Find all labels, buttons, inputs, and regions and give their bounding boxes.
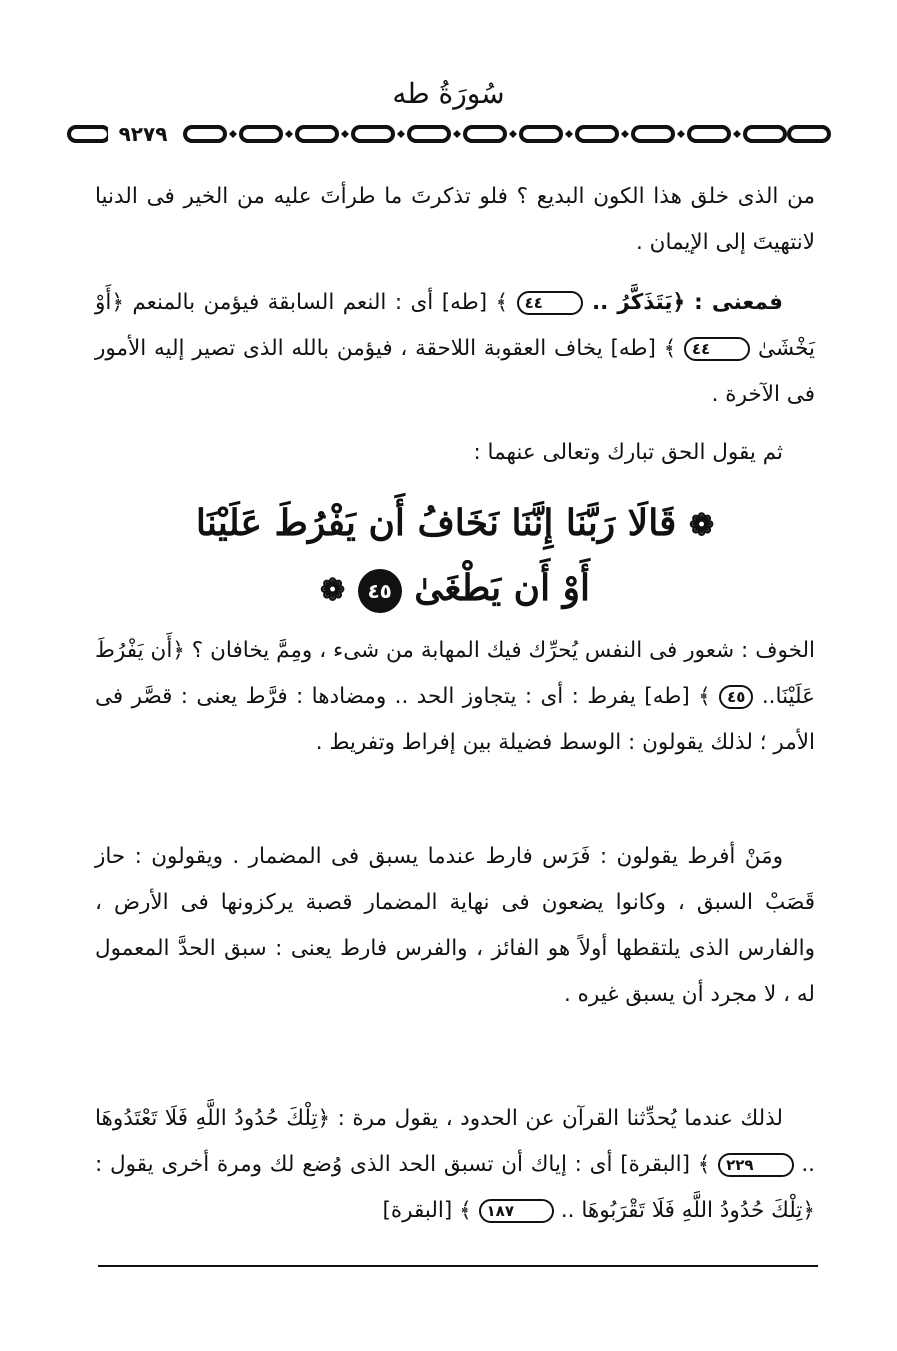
page-number: ٩٢٧٩ bbox=[108, 120, 178, 148]
ornamental-header-band bbox=[65, 122, 835, 146]
paragraph-4-text bbox=[95, 628, 815, 766]
paragraph-6 bbox=[95, 1096, 815, 1234]
verse-line-1 bbox=[95, 492, 815, 557]
paragraph-6-part-b: ﴾ [البقرة] أى : إياك أن تسبق الحد الذى وُضع لك ومرة أخرى يقول : ﴿تِلْكَ حُدُودُ اللَّهِ فَلَا تَقْرَبُوهَا .. bbox=[95, 1152, 815, 1223]
verse-ornament-close-icon: ❁ bbox=[319, 573, 346, 608]
paragraph-4-part-a: الخوف : شعور فى النفس يُحرِّك فيك المهابة من شىء ، ومِمَّ يخافان ؟ ﴿أَن يَفْرُطَ عَلَيْنَا.. bbox=[95, 638, 815, 709]
paragraph-6-text bbox=[95, 1096, 815, 1234]
paragraph-2-text bbox=[95, 280, 815, 418]
ayah-number-badge: ٤٤ bbox=[517, 291, 583, 315]
paragraph-2 bbox=[95, 280, 815, 418]
verse-line-2 bbox=[95, 557, 815, 622]
paragraph-2-part-b: ﴾ [طه] أى : النعم السابقة فيؤمن بالمنعم ﴿أَوْ يَخْشَىٰ bbox=[95, 290, 815, 361]
paragraph-3 bbox=[95, 430, 815, 476]
paragraph-1-text: من الذى خلق هذا الكون البديع ؟ فلو تذكرتَ ما طرأتَ عليه من الخير فى الدنيا لانتهيتَ إلى الإيمان . bbox=[95, 184, 815, 255]
paragraph-4-part-b: ﴾ [طه] يفرط : أى : يتجاوز الحد .. ومضادها : فرَّط يعنى : قصَّر فى الأمر ؛ لذلك يقولون : الوسط فضيلة بين إفراط وتفريط . bbox=[95, 684, 815, 755]
paragraph-1 bbox=[95, 174, 815, 266]
ayah-number-badge: ١٨٧ bbox=[479, 1199, 554, 1223]
paragraph-6-part-a: لذلك عندما يُحدِّثنا القرآن عن الحدود ، يقول مرة : ﴿تِلْكَ حُدُودُ اللَّهِ فَلَا تَعْتَدُوهَا .. bbox=[95, 1106, 815, 1177]
verse-number-medallion: ٤٥ bbox=[358, 569, 402, 613]
ayah-number-badge: ٢٢٩ bbox=[718, 1153, 793, 1177]
paragraph-2-part-c: ﴾ [طه] يخاف العقوبة اللاحقة ، فيؤمن بالله الذى تصير إليه الأمور فى الآخرة . bbox=[95, 336, 815, 407]
quran-verse-block bbox=[95, 492, 815, 622]
footer-rule bbox=[98, 1265, 818, 1267]
verse-line-1-text: قَالَا رَبَّنَا إِنَّنَا نَخَافُ أَن يَفْرُطَ عَلَيْنَا bbox=[195, 502, 677, 544]
ayah-number-badge: ٤٥ bbox=[719, 685, 753, 709]
verse-ornament-open-icon: ❁ bbox=[688, 508, 715, 543]
paragraph-5 bbox=[95, 834, 815, 1018]
ayah-number-badge: ٤٤ bbox=[684, 337, 750, 361]
paragraph-2-part-a: فمعنى : ﴿يَتَذَكَّرُ .. bbox=[582, 290, 783, 315]
paragraph-3-text: ثم يقول الحق تبارك وتعالى عنهما : bbox=[473, 440, 783, 465]
paragraph-6-part-c: ﴾ [البقرة] bbox=[382, 1198, 472, 1223]
verse-line-2-text: أَوْ أَن يَطْغَىٰ bbox=[414, 567, 591, 609]
paragraph-4 bbox=[95, 628, 815, 766]
surah-title: سُورَةُ طه bbox=[392, 77, 505, 110]
paragraph-5-text: ومَنْ أفرط يقولون : فَرَس فارط عندما يسبق فى المضمار . ويقولون : حاز قَصَبْ السبق ، وكانوا يضعون فى نهاية المضمار قصبة يركزونها فى الأرض ، والفارس الذى يلتقطها أولاً هو الفائز ، والفرس فارط يعنى : سبق الحدَّ المعمول له ، لا مجرد أن يسبق غيره . bbox=[95, 844, 815, 1007]
